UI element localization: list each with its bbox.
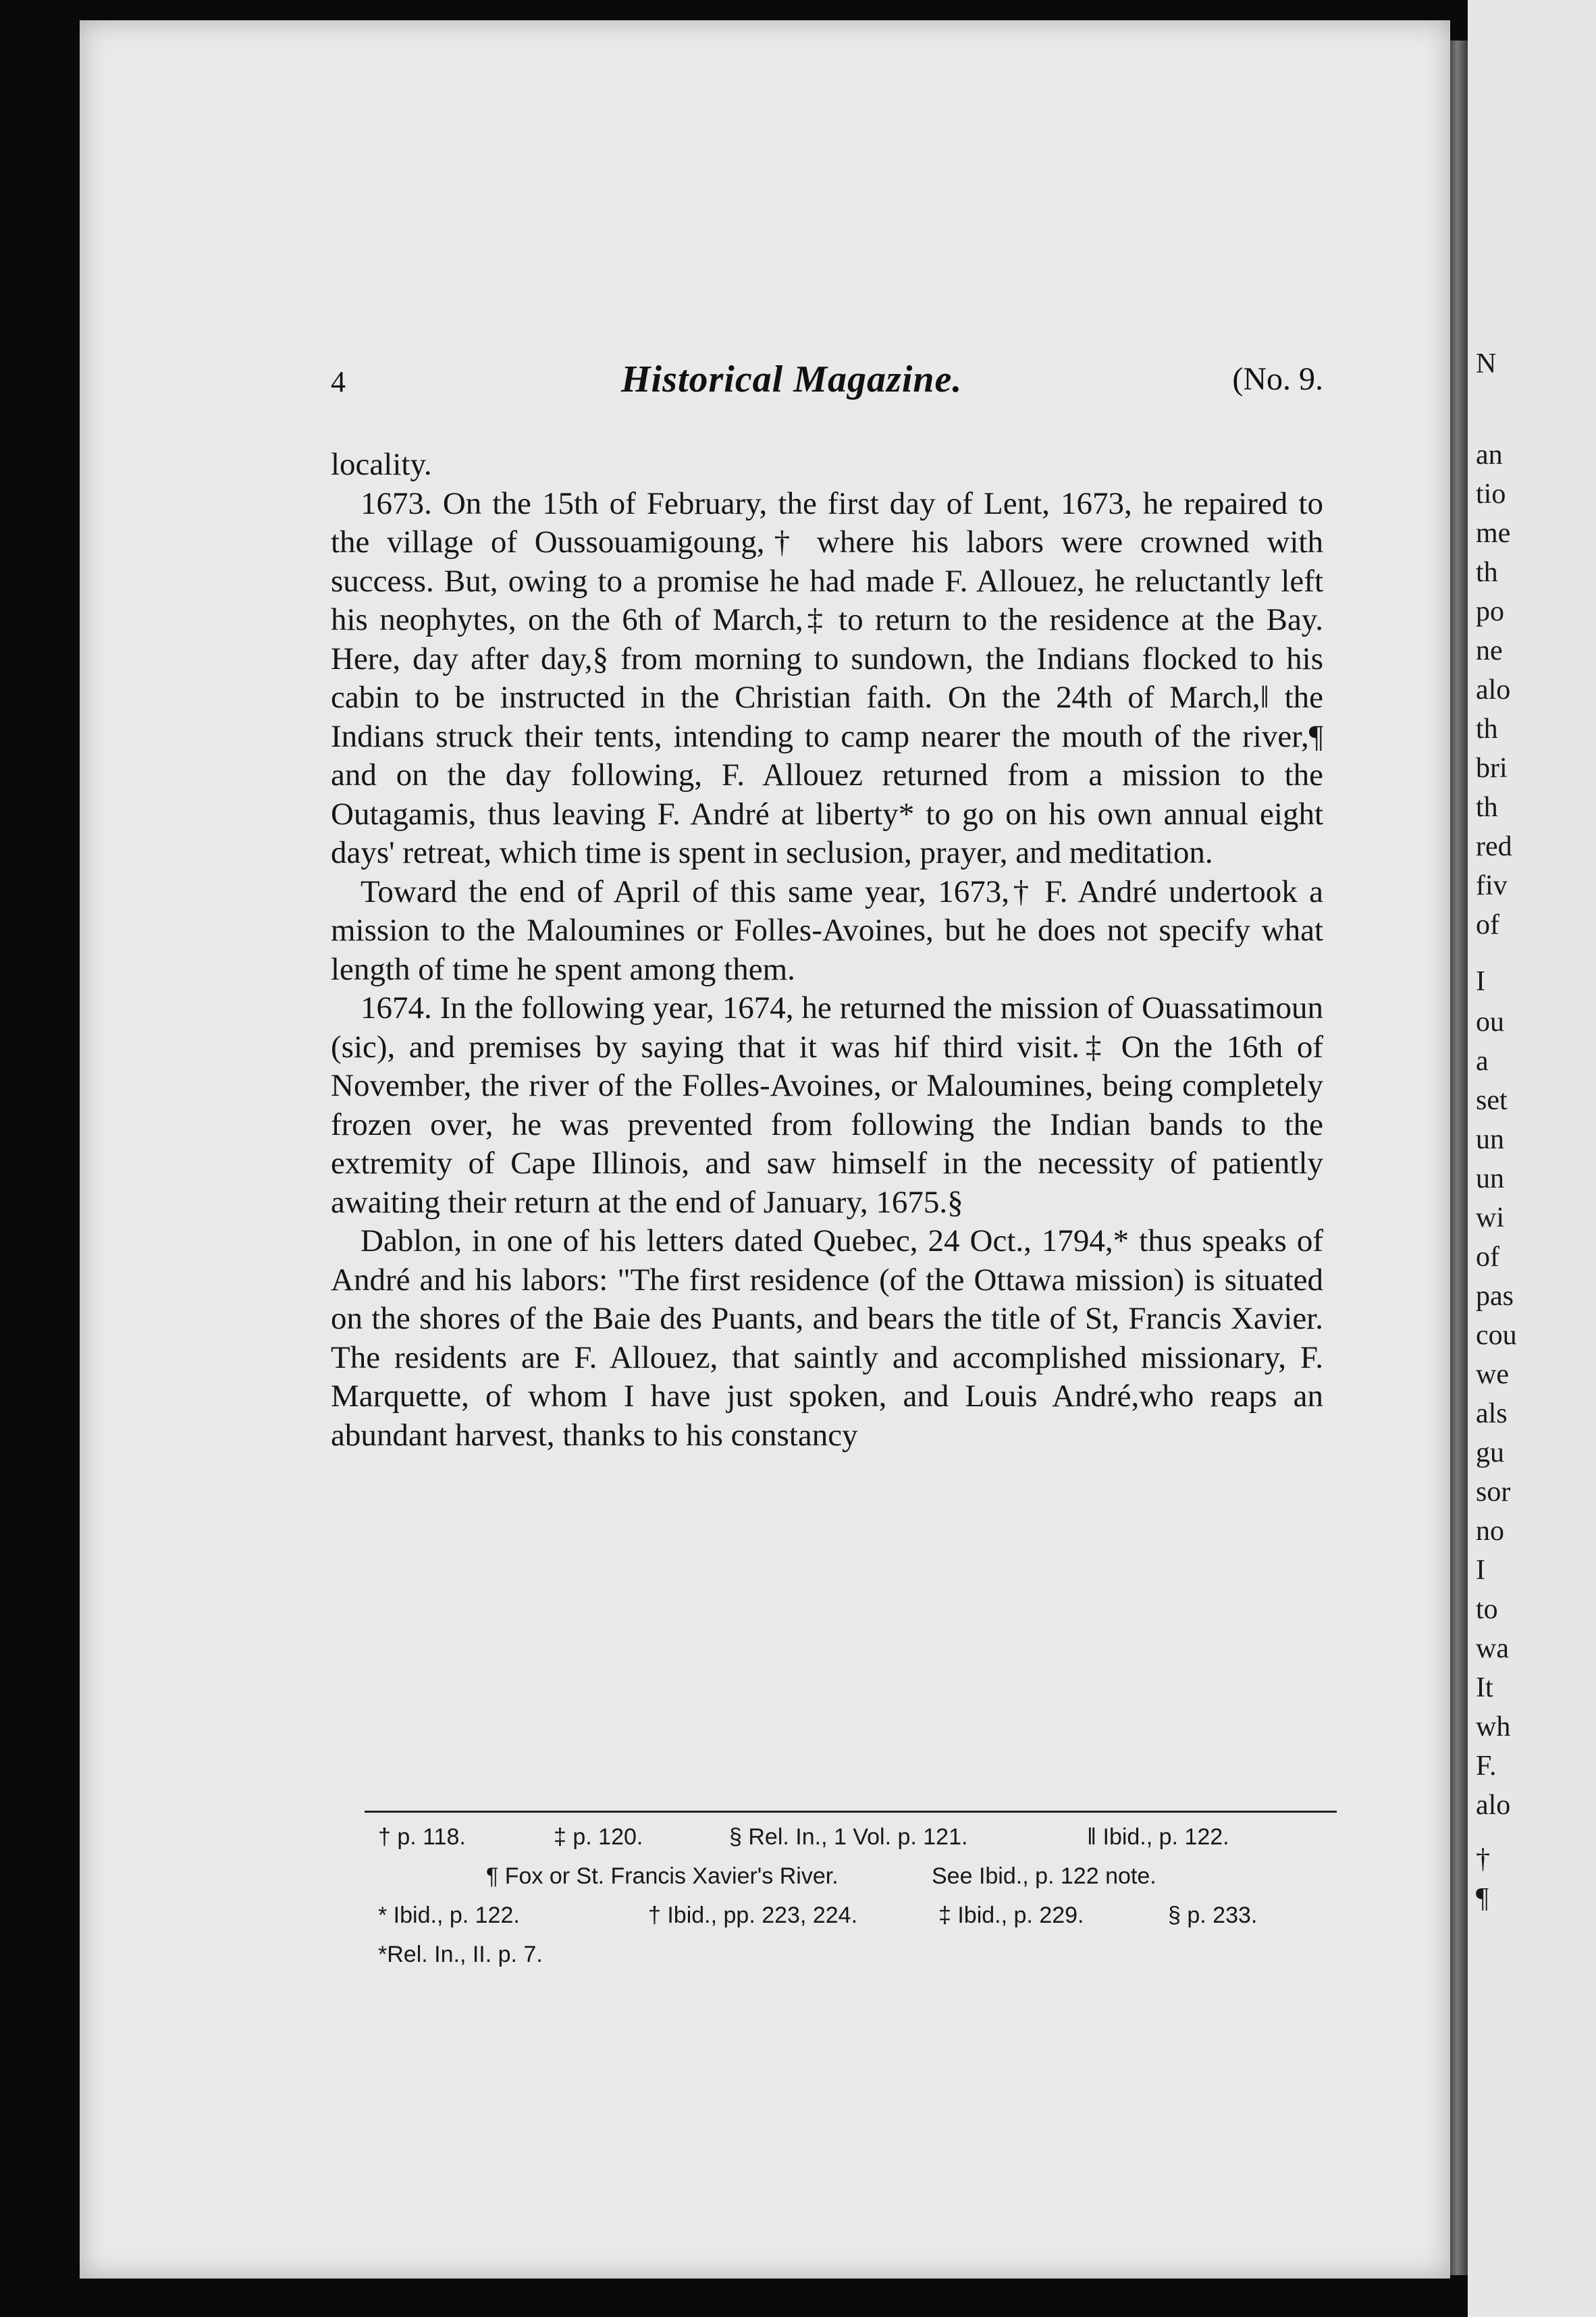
footnote-line — [378, 1857, 1337, 1896]
facing-page-text: N — [1476, 348, 1497, 379]
page-number: 4 — [331, 365, 346, 398]
facing-page-text: me — [1476, 518, 1511, 549]
facing-page-text: th — [1476, 557, 1498, 588]
footnote-line — [378, 1935, 1337, 1974]
footnote: ‡ p. 120. — [554, 1824, 643, 1850]
facing-page-text: It — [1476, 1672, 1493, 1703]
facing-page-text: wh — [1476, 1711, 1511, 1742]
facing-page-text: an — [1476, 440, 1503, 471]
paragraph: 1673. On the 15th of February, the first day of Lent, 1673, he repaired to the village of Oussouamigoung,† where his labors were crowned with success. But, owing to a promise he had made F. Allouez, he reluctantly left his neophytes, on the 6th of March,‡ to return to the residence at the Bay. Here, day after day,§ from morning to sundown, the Indians flocked to his cabin to be instructed in the Christian faith. On the 24th of March,‖ the Indians struck their tents, intending to camp nearer the mouth of the river,¶ and on the day following, F. Allouez returned from a mission to the Outagamis, thus leaving F. André at liberty* to go on his own annual eight days' retreat, which time is spent in seclusion, prayer, and meditation. — [331, 485, 1323, 870]
facing-page-text: alo — [1476, 1790, 1511, 1821]
facing-page-text: of — [1476, 1242, 1499, 1273]
facing-page-text: un — [1476, 1124, 1504, 1155]
footnote-line — [378, 1896, 1337, 1935]
facing-page-text: I — [1476, 966, 1485, 997]
paragraph: Dablon, in one of his letters dated Quebec, 24 Oct., 1794,* thus speaks of André and his labors: "The first residence (of the Ottawa mission) is situated on the shores of the Baie des Puants, and bears the title of St, Francis Xavier. The residents are F. Allouez, that saintly and accomplished missionary, F. Marquette, of whom I have just spoken, and Louis André,who reaps an abundant harvest, thanks to his constancy — [331, 1223, 1323, 1453]
facing-page-text: ne — [1476, 635, 1503, 666]
paragraph: Toward the end of April of this same year, 1673,† F. André undertook a mission to the Maloumines or Folles-Avoines, but he does not specify what length of time he spent among them. — [331, 874, 1323, 987]
facing-page-text: pas — [1476, 1281, 1514, 1312]
facing-page-text: we — [1476, 1359, 1509, 1390]
facing-page-text: ¶ — [1476, 1883, 1489, 1914]
facing-page-text: set — [1476, 1085, 1508, 1116]
facing-page-text: gu — [1476, 1437, 1504, 1468]
facing-page-text: sor — [1476, 1476, 1511, 1508]
facing-page-text: bri — [1476, 753, 1508, 784]
footnote-divider — [365, 1811, 1337, 1813]
footnote: ¶ Fox or St. Francis Xavier's River. — [486, 1863, 839, 1889]
facing-page-text: alo — [1476, 674, 1511, 705]
footnote: † Ibid., pp. 223, 224. — [648, 1902, 858, 1928]
footnotes — [378, 1817, 1337, 1974]
facing-page-text: als — [1476, 1398, 1508, 1429]
facing-page-text: wa — [1476, 1633, 1509, 1664]
facing-page-text: no — [1476, 1516, 1504, 1547]
paragraph: locality. — [331, 447, 432, 482]
facing-page-text: wi — [1476, 1202, 1504, 1233]
facing-page-text: ou — [1476, 1007, 1504, 1038]
footnote: † p. 118. — [378, 1824, 466, 1850]
article-body — [331, 446, 1323, 1455]
facing-page-text: a — [1476, 1046, 1489, 1077]
facing-page-text: th — [1476, 714, 1498, 745]
page-gutter-shadow — [1450, 41, 1468, 2275]
facing-page-text: fiv — [1476, 870, 1508, 901]
footnote-line — [378, 1817, 1337, 1857]
running-header — [331, 358, 1323, 405]
footnote: See Ibid., p. 122 note. — [932, 1863, 1156, 1889]
facing-page-text: red — [1476, 831, 1512, 862]
footnote: ‡ Ibid., p. 229. — [938, 1902, 1084, 1928]
facing-page-text: cou — [1476, 1320, 1517, 1351]
magazine-title: Historical Magazine. — [621, 358, 963, 400]
facing-page-text: po — [1476, 596, 1504, 627]
facing-page-text: un — [1476, 1163, 1504, 1194]
footnote: § Rel. In., 1 Vol. p. 121. — [729, 1824, 968, 1850]
facing-page-text: tio — [1476, 479, 1506, 510]
facing-page-text: F. — [1476, 1751, 1497, 1782]
facing-page-fragment — [1468, 0, 1596, 2317]
footnote: § p. 233. — [1168, 1902, 1258, 1928]
footnote: * Ibid., p. 122. — [378, 1902, 520, 1928]
footnote: ‖ Ibid., p. 122. — [1087, 1824, 1229, 1850]
paragraph: 1674. In the following year, 1674, he returned the mission of Ouassatimoun (sic), and premises by saying that it was hif third visit.‡ On the 16th of November, the river of the Folles-Avoines, or Maloumines, being completely frozen over, he was prevented from following the Indian bands to the extremity of Cape Illinois, and saw himself in the necessity of patiently awaiting their return at the end of January, 1675.§ — [331, 990, 1323, 1220]
footnote: *Rel. In., II. p. 7. — [378, 1942, 543, 1967]
facing-page-text: th — [1476, 792, 1498, 823]
issue-number: (No. 9. — [1232, 361, 1323, 397]
facing-page-text: I — [1476, 1555, 1485, 1586]
facing-page-text: † — [1476, 1844, 1490, 1875]
facing-page-text: to — [1476, 1594, 1498, 1625]
facing-page-text: of — [1476, 909, 1499, 940]
